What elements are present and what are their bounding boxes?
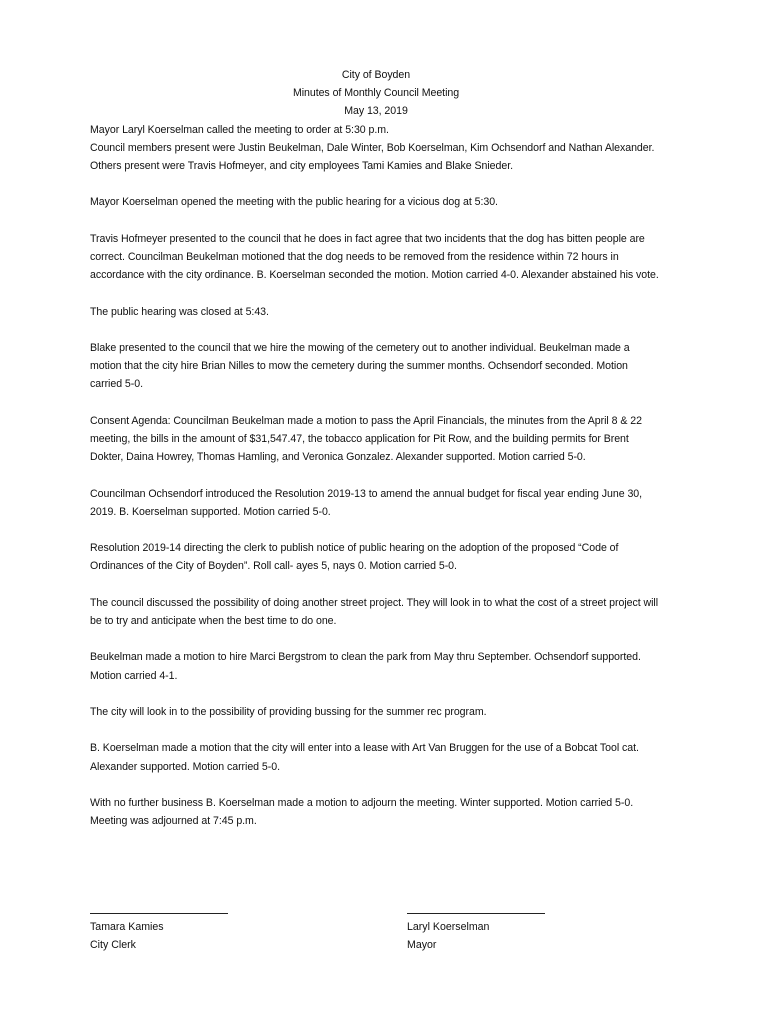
- paragraph-cemetery-mowing: Blake presented to the council that we hire the mowing of the cemetery out to another individual. Beukelman made a motion that the city hire Brian Nilles to mow the cemetery during the summer months. Ochsendorf seconded. Motion carried 5-0.: [90, 341, 630, 391]
- call-to-order: Mayor Laryl Koerselman called the meeting to order at 5:30 p.m.: [90, 123, 389, 136]
- clerk-signature-block: [90, 899, 290, 954]
- paragraph-park-cleaning: Beukelman made a motion to hire Marci Bergstrom to clean the park from May thru September. Ochsendorf supported. Motion carried 4-1.: [90, 651, 641, 682]
- paragraph-adjournment: With no further business B. Koerselman made a motion to adjourn the meeting. Winter supported. Motion carried 5-0. Meeting was adjourned at 7:45 p.m.: [90, 796, 634, 828]
- paragraph-dog-motion: Travis Hofmeyer presented to the council that he does in fact agree that two incidents that the dog has bitten people are correct. Councilman Beukelman motioned that the dog needs to be removed from the residence within 72 hours in accordance with the city ordinance. B. Koerselman seconded the motion. Motion carried 4-0. Alexander abstained his vote.: [90, 232, 659, 282]
- attendance-section: [90, 121, 662, 176]
- mayor-title: Mayor: [407, 939, 437, 952]
- clerk-signature-line: [90, 899, 228, 914]
- mayor-name: Laryl Koerselman: [407, 921, 490, 933]
- council-members-present: Council members present were Justin Beukelman, Dale Winter, Bob Koerselman, Kim Ochsendorf and Nathan Alexander.: [90, 141, 655, 154]
- paragraph-resolution-2019-14: Resolution 2019-14 directing the clerk to publish notice of public hearing on the adoption of the proposed “Code of Ordinances of the City of Boyden”. Roll call- ayes 5, nays 0. Motion carried 5-0.: [90, 542, 619, 573]
- paragraph-public-hearing-open: Mayor Koerselman opened the meeting with the public hearing for a vicious dog at 5:30.: [90, 196, 498, 209]
- paragraph-street-project: The council discussed the possibility of doing another street project. They will look in to what the cost of a street project will be to try and anticipate when the best time to do one.: [90, 596, 659, 627]
- mayor-signature-block: [407, 899, 607, 954]
- clerk-name: Tamara Kamies: [90, 921, 164, 933]
- city-name: City of Boyden: [341, 69, 411, 81]
- others-present: Others present were Travis Hofmeyer, and city employees Tami Kamies and Blake Snieder.: [90, 160, 513, 173]
- paragraph-resolution-2019-13: Councilman Ochsendorf introduced the Resolution 2019-13 to amend the annual budget for fiscal year ending June 30, 2019. B. Koerselman supported. Motion carried 5-0.: [90, 487, 643, 518]
- paragraph-summer-rec-bussing: The city will look in to the possibility of providing bussing for the summer rec program.: [90, 705, 487, 718]
- mayor-signature-line: [407, 899, 545, 914]
- paragraph-public-hearing-closed: The public hearing was closed at 5:43.: [90, 305, 269, 318]
- document-header: [90, 66, 662, 121]
- paragraph-consent-agenda: Consent Agenda: Councilman Beukelman made a motion to pass the April Financials, the minutes from the April 8 & 22 meeting, the bills in the amount of $31,547.47, the tobacco application for Pit Row, and the building permits for Brent Dokter, Daina Howrey, Thomas Hamling, and Veronica Gonzalez. Alexander supported. Motion carried 5-0.: [90, 414, 642, 464]
- clerk-title: City Clerk: [90, 939, 136, 952]
- meeting-date: May 13, 2019: [344, 105, 408, 118]
- minutes-document: [90, 66, 662, 849]
- document-title: Minutes of Monthly Council Meeting: [292, 87, 460, 100]
- paragraph-bobcat-lease: B. Koerselman made a motion that the city will enter into a lease with Art Van Bruggen for the use of a Bobcat Tool cat. Alexander supported. Motion carried 5-0.: [90, 742, 639, 773]
